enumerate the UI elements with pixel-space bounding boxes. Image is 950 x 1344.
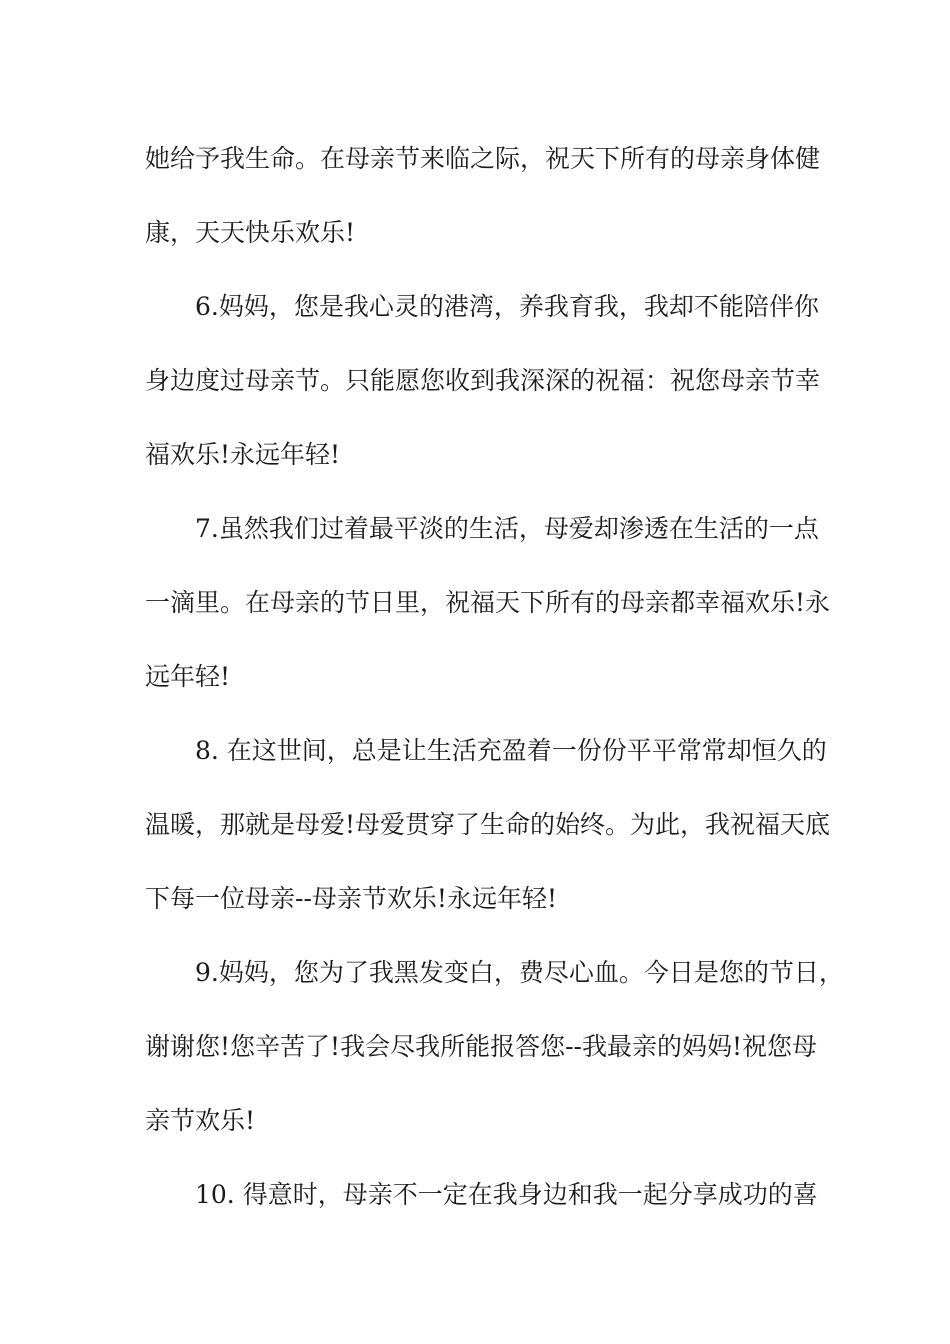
text-line: 10. 得意时，母亲不一定在我身边和我一起分享成功的喜 [195,1180,818,1209]
text-line: 温暖，那就是母爱!母爱贯穿了生命的始终。为此，我祝福天底 [145,810,831,839]
paragraph-item-8 [145,714,831,936]
paragraph-item-6 [145,270,821,492]
text-line: 下每一位母亲--母亲节欢乐!永远年轻! [145,884,557,913]
text-line: 9.妈妈，您为了我黑发变白，费尽心血。今日是您的节日， [195,958,844,987]
text-line: 福欢乐!永远年轻! [145,440,341,469]
text-line: 谢谢您!您辛苦了!我会尽我所能报答您--我最亲的妈妈!祝您母 [145,1032,818,1061]
paragraph-continuation [145,122,821,270]
text-line: 亲节欢乐! [145,1106,256,1135]
paragraph-item-9 [145,936,844,1158]
document-body [145,122,844,1232]
text-line: 康，天天快乐欢乐! [145,218,356,247]
text-line: 一滴里。在母亲的节日里，祝福天下所有的母亲都幸福欢乐!永 [145,588,831,617]
paragraph-item-10 [145,1158,818,1232]
text-line: 7.虽然我们过着最平淡的生活，母爱却渗透在生活的一点 [195,514,819,543]
text-line: 6.妈妈，您是我心灵的港湾，养我育我，我却不能陪伴你 [195,292,819,321]
text-line: 身边度过母亲节。只能愿您收到我深深的祝福：祝您母亲节幸 [145,366,821,395]
text-line: 远年轻! [145,662,231,691]
text-line: 8. 在这世间，总是让生活充盈着一份份平平常常却恒久的 [195,736,827,765]
text-line: 她给予我生命。在母亲节来临之际，祝天下所有的母亲身体健 [145,144,821,173]
paragraph-item-7 [145,492,831,714]
